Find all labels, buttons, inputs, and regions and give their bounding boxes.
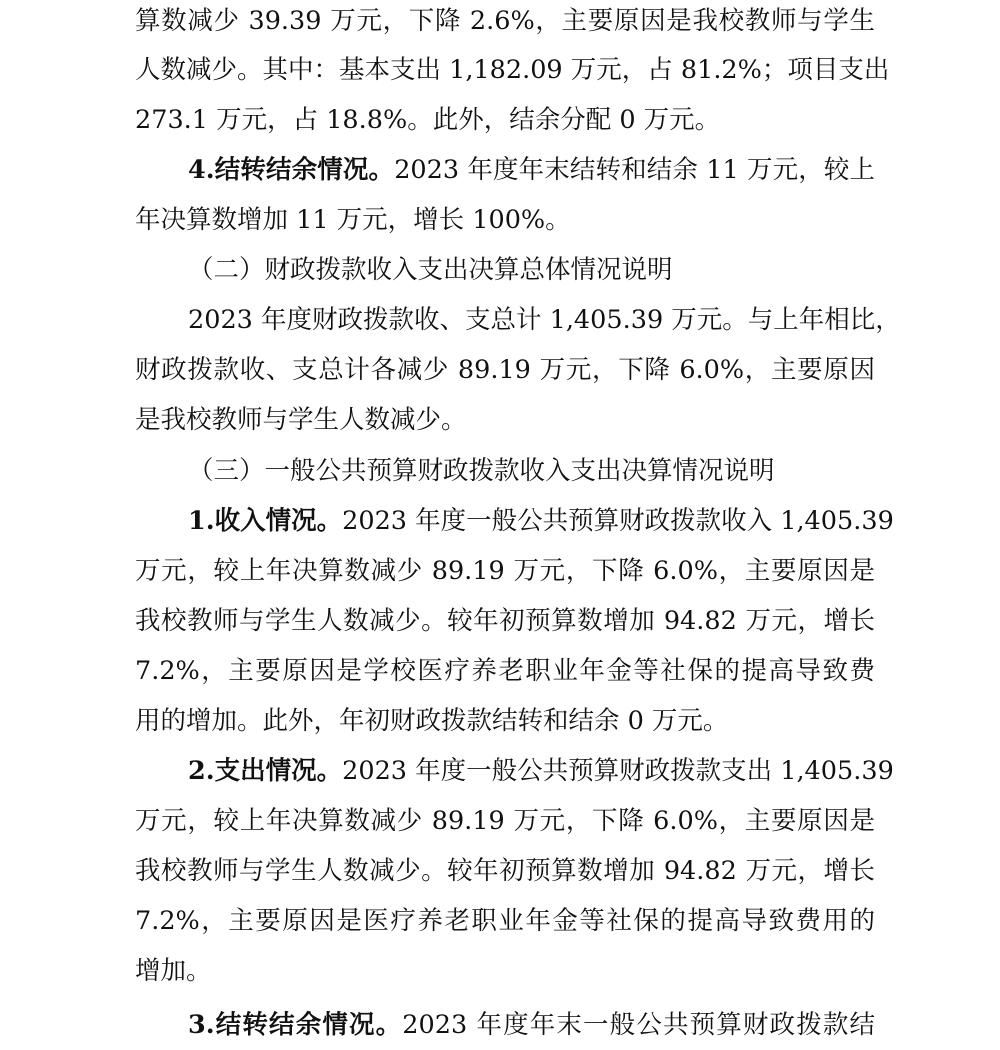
text-line — [135, 896, 875, 946]
line-text: 7.2%，主要原因是学校医疗养老职业年金等社保的提高导致费 — [135, 656, 875, 686]
line-text: 7.2%，主要原因是医疗养老职业年金等社保的提高导致费用的 — [135, 906, 875, 936]
heading-text: （三）一般公共预算财政拨款收入支出决算情况说明 — [188, 456, 775, 486]
text-line — [135, 95, 875, 145]
line-text: 我校教师与学生人数减少。较年初预算数增加 94.82 万元，增长 — [135, 606, 875, 636]
line-text: 我校教师与学生人数减少。较年初预算数增加 94.82 万元，增长 — [135, 856, 875, 886]
line-text: 财政拨款收、支总计各减少 89.19 万元，下降 6.0%，主要原因 — [135, 355, 875, 385]
text-line — [135, 796, 875, 846]
line-text: 算数减少 39.39 万元，下降 2.6%，主要原因是我校教师与学生 — [135, 6, 875, 36]
paragraph-first-line — [188, 746, 894, 796]
line-text: 2023 年度年末结转和结余 11 万元，较上 — [394, 155, 875, 185]
line-text: 增加。 — [135, 956, 212, 986]
line-text: 万元，较上年决算数减少 89.19 万元，下降 6.0%，主要原因是 — [135, 806, 875, 836]
paragraph-first-line — [188, 145, 875, 195]
line-text: 人数减少。其中：基本支出 1,182.09 万元，占 81.2%；项目支出 — [135, 55, 890, 85]
text-line — [135, 546, 875, 596]
line-text: 年决算数增加 11 万元，增长 100%。 — [135, 205, 571, 235]
line-text: 万元，较上年决算数减少 89.19 万元，下降 6.0%，主要原因是 — [135, 556, 875, 586]
section-heading-inline: 2.支出情况。 — [188, 756, 343, 786]
section-heading — [188, 245, 875, 295]
text-line — [135, 0, 875, 46]
line-text: 2023 年度一般公共预算财政拨款支出 1,405.39 — [342, 756, 894, 786]
paragraph-first-line — [188, 1000, 875, 1050]
section-heading — [188, 446, 875, 496]
line-text: 2023 年度一般公共预算财政拨款收入 1,405.39 — [342, 506, 894, 536]
text-line — [135, 646, 875, 696]
line-text: 2023 年度财政拨款收、支总计 1,405.39 万元。与上年相比， — [188, 305, 901, 335]
text-line — [135, 946, 875, 996]
section-heading-inline: 1.收入情况。 — [188, 506, 343, 536]
section-heading-inline: 4.结转结余情况。 — [188, 155, 395, 185]
text-line — [135, 395, 875, 445]
paragraph-first-line — [188, 295, 901, 345]
section-heading-inline: 3.结转结余情况。 — [188, 1010, 403, 1040]
text-line — [135, 596, 875, 646]
text-line — [135, 345, 875, 395]
text-line — [135, 45, 890, 95]
text-line — [135, 846, 875, 896]
paragraph-first-line — [188, 496, 894, 546]
line-text: 用的增加。此外，年初财政拨款结转和结余 0 万元。 — [135, 706, 729, 736]
line-text: 2023 年度年末一般公共预算财政拨款结 — [402, 1010, 875, 1040]
line-text: 273.1 万元，占 18.8%。此外，结余分配 0 万元。 — [135, 105, 721, 135]
line-text: 是我校教师与学生人数减少。 — [135, 405, 467, 435]
heading-text: （二）财政拨款收入支出决算总体情况说明 — [188, 255, 673, 285]
text-line — [135, 195, 875, 245]
text-line — [135, 696, 875, 746]
